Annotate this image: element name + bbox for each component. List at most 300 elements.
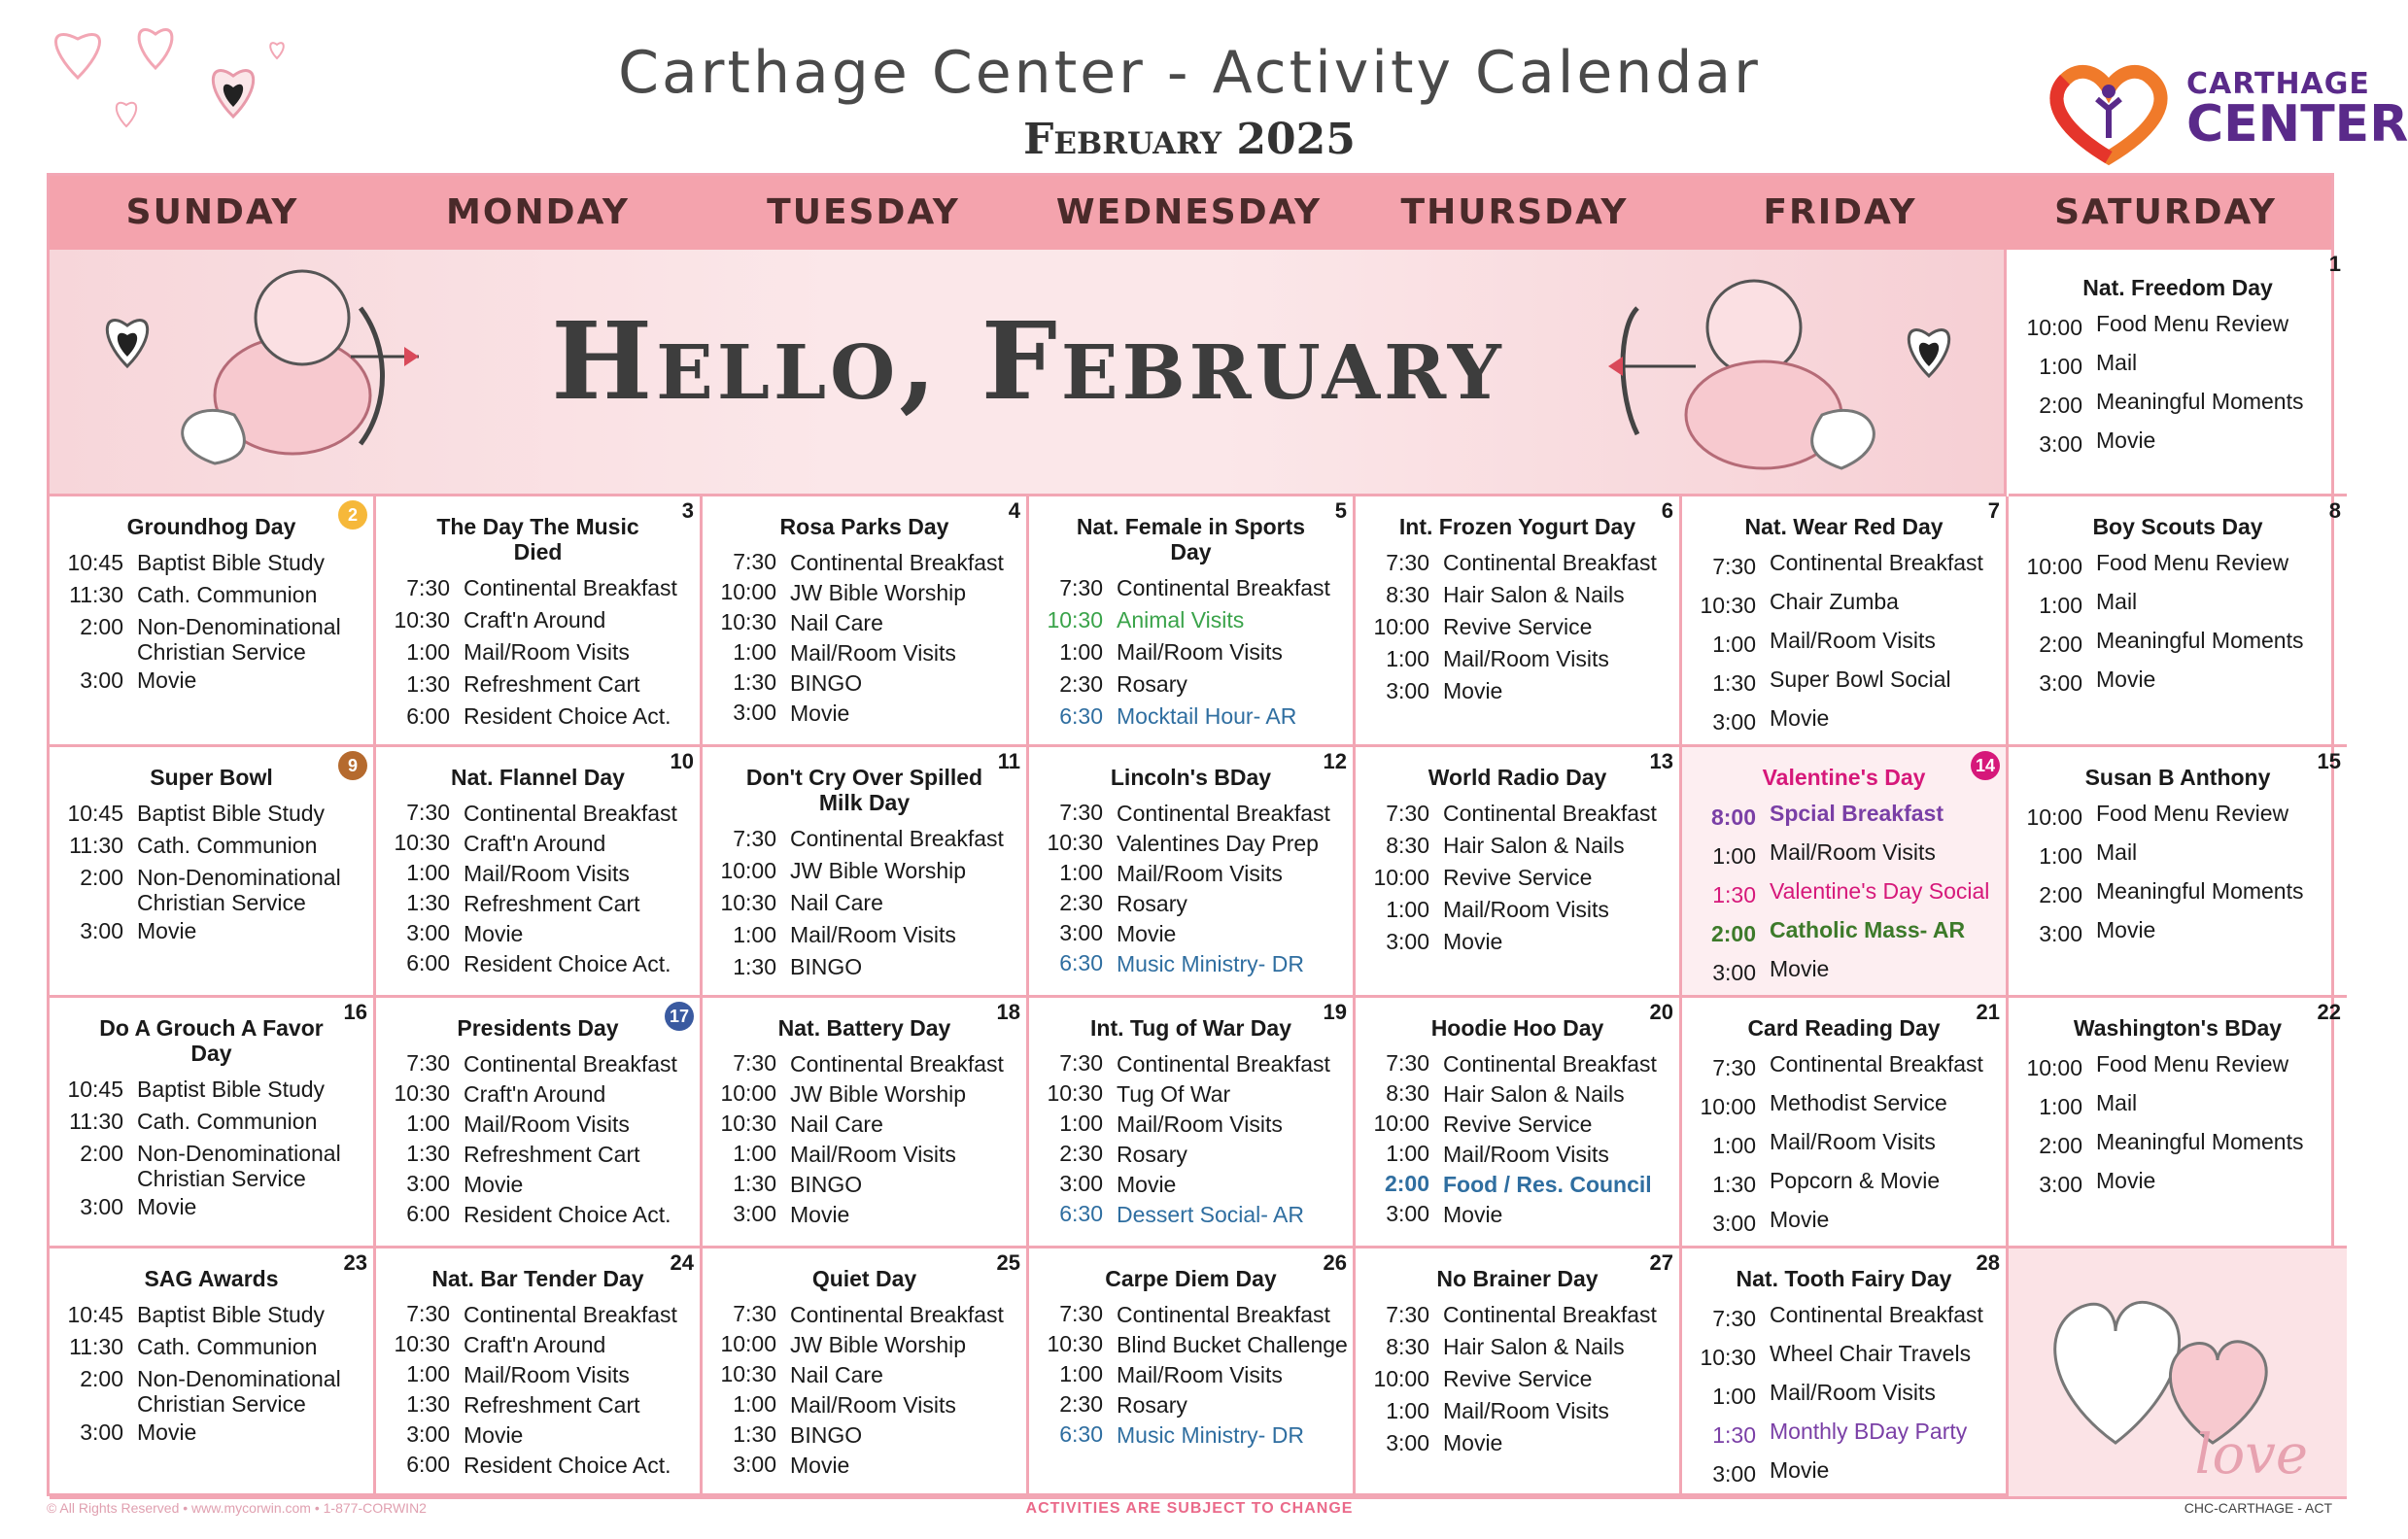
activity-time: 2:00 (2039, 882, 2082, 907)
activity-time: 11:30 (69, 1109, 123, 1134)
activity-time: 1:00 (406, 860, 450, 885)
activity-time: 7:30 (1712, 554, 1756, 579)
activity-row (703, 1329, 1026, 1359)
activity-row (50, 1299, 373, 1331)
copyright-footer: © All Rights Reserved • www.mycorwin.com • 1-877-CORWIN2 (47, 1500, 427, 1516)
activity-row (1356, 830, 1679, 862)
activity-row (1356, 926, 1679, 958)
day-number: 26 (1323, 1250, 1347, 1275)
activity-row (1682, 1165, 2006, 1204)
activity-row (1356, 675, 1679, 707)
activity-name: Continental Breakfast (464, 1302, 677, 1327)
activity-name: Food Menu Review (2096, 311, 2289, 336)
activity-row (376, 798, 700, 828)
activity-time: 1:00 (2039, 1094, 2082, 1119)
day-number: 9 (338, 751, 367, 780)
activity-row (1682, 1048, 2006, 1087)
activity-row (1356, 1048, 1679, 1078)
day-cell-8 (2009, 496, 2347, 747)
activity-row (1682, 953, 2006, 992)
activity-list (50, 1299, 373, 1449)
day-title: Int. Frozen Yogurt Day (1398, 514, 1636, 539)
day-cell-16 (50, 998, 376, 1248)
activity-row (50, 1138, 373, 1191)
activity-name: Continental Breakfast (464, 1051, 677, 1077)
activity-name: Craft'n Around (464, 1332, 606, 1357)
activity-row (1682, 1204, 2006, 1243)
day-cell-18 (703, 998, 1029, 1248)
day-cell-12 (1029, 747, 1356, 998)
activity-name: Continental Breakfast (790, 1051, 1004, 1077)
activity-time: 7:30 (1059, 1050, 1103, 1076)
activity-name: Movie (1770, 705, 1830, 731)
activity-row (1029, 1359, 1353, 1389)
activity-time: 11:30 (69, 833, 123, 858)
activity-row (376, 1389, 700, 1419)
activity-time: 3:00 (733, 700, 776, 725)
activity-time: 3:00 (80, 918, 123, 943)
day-title: Nat. Wear Red Day (1744, 514, 1944, 539)
activity-list (1682, 547, 2006, 741)
day-cell-13 (1356, 747, 1682, 998)
activity-row (703, 1419, 1026, 1450)
activity-name: Continental Breakfast (464, 801, 677, 826)
activity-time: 10:45 (67, 801, 123, 826)
activity-row (1682, 625, 2006, 664)
activity-name: JW Bible Worship (790, 1332, 967, 1357)
activity-name: Hair Salon & Nails (1443, 582, 1625, 607)
activity-name: Mail (2096, 350, 2138, 375)
activity-name: Continental Breakfast (1443, 1302, 1657, 1327)
activity-list (376, 572, 700, 733)
activity-name: Resident Choice Act. (464, 1453, 671, 1478)
activity-time: 1:30 (733, 669, 776, 695)
activity-row (1356, 1363, 1679, 1395)
day-number: 28 (1976, 1250, 2000, 1275)
activity-name: Craft'n Around (464, 831, 606, 856)
activity-list (703, 823, 1026, 983)
activity-row (1682, 664, 2006, 702)
activity-name: Food Menu Review (2096, 801, 2289, 826)
day-title: Washington's BDay (2073, 1015, 2283, 1041)
activity-row (1029, 1139, 1353, 1169)
activity-name: Movie (790, 1453, 850, 1478)
activity-name: Rosary (1117, 1392, 1187, 1418)
day-title: Nat. Female in Sports Day (1076, 514, 1306, 564)
activity-name: Mail/Room Visits (1443, 1398, 1609, 1423)
activity-row (1029, 798, 1353, 828)
activity-time: 10:30 (1047, 1080, 1103, 1106)
activity-name: Revive Service (1443, 614, 1593, 639)
day-number: 2 (338, 500, 367, 530)
activity-row (376, 1419, 700, 1450)
activity-time: 3:00 (2039, 431, 2082, 457)
day-cell-15 (2009, 747, 2347, 998)
activity-name: Nail Care (790, 890, 883, 915)
activity-name: Movie (464, 1422, 524, 1448)
activity-name: Meaningful Moments (2096, 389, 2304, 414)
activity-time: 2:00 (1710, 921, 1756, 946)
activity-name: Blind Bucket Challenge (1117, 1332, 1348, 1357)
activity-name: Resident Choice Act. (464, 1202, 671, 1227)
day-number: 20 (1649, 1000, 1673, 1024)
activity-row (50, 547, 373, 579)
activity-name: Movie (2096, 917, 2156, 942)
activity-time: 10:00 (2026, 1055, 2082, 1080)
activity-row (376, 918, 700, 948)
activity-row (1029, 636, 1353, 668)
activity-time: 2:00 (80, 614, 123, 639)
activity-name: Mail/Room Visits (1770, 1129, 1936, 1154)
day-cell-21 (1682, 998, 2009, 1248)
day-title: Valentine's Day (1762, 765, 1926, 790)
activity-row (50, 1331, 373, 1363)
day-cell-17 (376, 998, 703, 1248)
activity-time: 1:30 (406, 890, 450, 915)
activity-name: Tug Of War (1117, 1081, 1231, 1107)
activity-time: 2:00 (80, 1141, 123, 1166)
activity-list (376, 1048, 700, 1229)
activity-time: 3:00 (1712, 1461, 1756, 1487)
activity-row (1029, 1169, 1353, 1199)
day-number: 14 (1971, 751, 2000, 780)
activity-row (376, 888, 700, 918)
activity-time: 3:00 (733, 1201, 776, 1226)
day-cell-14 (1682, 747, 2009, 998)
weekday-friday: FRIDAY (1763, 192, 1917, 232)
activity-name: Movie (1770, 1207, 1830, 1232)
activity-time: 3:00 (80, 667, 123, 693)
activity-name: Nail Care (790, 610, 883, 635)
activity-name: Mail/Room Visits (1770, 1380, 1936, 1405)
activity-row (1029, 888, 1353, 918)
activity-row (703, 823, 1026, 855)
activity-name: Movie (1117, 921, 1177, 946)
activity-row (376, 1299, 700, 1329)
activity-name: Mail/Room Visits (464, 1362, 630, 1387)
activity-name: Refreshment Cart (464, 1392, 640, 1418)
day-cell-23 (50, 1248, 376, 1499)
activity-row (2009, 1165, 2347, 1204)
day-cell-25 (703, 1248, 1029, 1499)
day-number: 4 (1008, 498, 1020, 523)
activity-time: 6:00 (406, 950, 450, 975)
activity-time: 7:30 (1712, 1306, 1756, 1331)
activity-time: 10:30 (1047, 607, 1103, 633)
activity-time: 1:00 (1059, 1111, 1103, 1136)
activity-name: Popcorn & Movie (1770, 1168, 1941, 1193)
activity-name: Super Bowl Social (1770, 667, 1951, 692)
day-cell-7 (1682, 496, 2009, 747)
activity-time: 1:00 (2039, 354, 2082, 379)
activity-time: 11:30 (69, 1334, 123, 1359)
activity-row (50, 830, 373, 862)
day-cell-11 (703, 747, 1029, 998)
activity-time: 1:00 (1386, 646, 1429, 671)
activity-row (50, 862, 373, 915)
activity-name: Mail/Room Visits (1443, 897, 1609, 922)
activity-name: Animal Visits (1117, 607, 1245, 633)
activity-time: 1:00 (1059, 639, 1103, 665)
activity-name: Food Menu Review (2096, 1051, 2289, 1077)
activity-time: 10:30 (720, 1361, 776, 1386)
activity-time: 2:30 (1059, 1141, 1103, 1166)
activity-row (2009, 914, 2347, 953)
activity-name: Rosary (1117, 671, 1187, 697)
activity-time: 7:30 (1059, 1301, 1103, 1326)
activity-time: 2:30 (1059, 671, 1103, 697)
day-title: Nat. Tooth Fairy Day (1736, 1266, 1952, 1291)
activity-name: Continental Breakfast (1117, 801, 1330, 826)
activity-name: Revive Service (1443, 865, 1593, 890)
activity-name: Nail Care (790, 1362, 883, 1387)
activity-name: Spcial Breakfast (1770, 801, 1944, 826)
activity-time: 1:00 (1712, 632, 1756, 657)
activity-name: Movie (790, 1202, 850, 1227)
heart-logo-icon (2041, 60, 2177, 167)
activity-name: Continental Breakfast (1770, 1302, 1983, 1327)
activity-time: 1:00 (1712, 1384, 1756, 1409)
activity-name: Mail (2096, 589, 2138, 614)
activity-row (1029, 668, 1353, 701)
activity-name: Meaningful Moments (2096, 1129, 2304, 1154)
activity-name: Cath. Communion (137, 1334, 318, 1359)
activity-name: Baptist Bible Study (137, 1077, 326, 1102)
activity-row (376, 636, 700, 668)
day-number: 17 (665, 1002, 694, 1031)
activity-row (1682, 798, 2006, 837)
activity-list (1356, 547, 1679, 707)
activity-time: 1:30 (733, 954, 776, 979)
activity-list (2009, 308, 2347, 463)
activity-name: Hair Salon & Nails (1443, 1334, 1625, 1359)
activity-row (2009, 837, 2347, 875)
day-title: World Radio Day (1428, 765, 1607, 790)
activity-name: Meaningful Moments (2096, 628, 2304, 653)
activity-name: Rosary (1117, 891, 1187, 916)
activity-row (50, 1363, 373, 1417)
activity-time: 1:30 (406, 1141, 450, 1166)
day-number: 25 (996, 1250, 1020, 1275)
activity-row (1356, 643, 1679, 675)
activity-list (1029, 572, 1353, 733)
activity-time: 3:00 (1712, 1211, 1756, 1236)
activity-time: 3:00 (1059, 1171, 1103, 1196)
activity-row (703, 607, 1026, 637)
activity-time: 2:00 (2039, 1133, 2082, 1158)
activity-list (1356, 1299, 1679, 1459)
activity-time: 2:00 (2039, 632, 2082, 657)
activity-list (50, 798, 373, 947)
activity-name: Meaningful Moments (2096, 878, 2304, 904)
activity-row (376, 858, 700, 888)
activity-time: 3:00 (80, 1419, 123, 1445)
activity-time: 3:00 (2039, 1172, 2082, 1197)
activity-name: Movie (1443, 678, 1503, 703)
activity-time: 3:00 (733, 1452, 776, 1477)
weekday-monday: MONDAY (446, 192, 630, 232)
activity-row (2009, 425, 2347, 463)
activity-row (2009, 386, 2347, 425)
love-hearts-art-cell (2009, 1248, 2347, 1499)
activities-notice: ACTIVITIES ARE SUBJECT TO CHANGE (1025, 1500, 1354, 1517)
day-number: 6 (1661, 498, 1673, 523)
activity-name: Movie (2096, 1168, 2156, 1193)
activity-name: Movie (1443, 929, 1503, 954)
weekday-tuesday: TUESDAY (767, 192, 960, 232)
activity-row (703, 1450, 1026, 1480)
day-number: 22 (2317, 1000, 2341, 1024)
activity-time: 7:30 (406, 800, 450, 825)
activity-row (1682, 1377, 2006, 1416)
day-number: 23 (343, 1250, 367, 1275)
activity-time: 1:00 (1059, 860, 1103, 885)
activity-row (703, 1048, 1026, 1078)
activity-time: 1:00 (1386, 1141, 1429, 1166)
day-number: 24 (670, 1250, 694, 1275)
activity-name: Food Menu Review (2096, 550, 2289, 575)
activity-row (1356, 1169, 1679, 1199)
activity-name: Craft'n Around (464, 1081, 606, 1107)
activity-name: Mail/Room Visits (1443, 1142, 1609, 1167)
activity-name: Revive Service (1443, 1366, 1593, 1391)
activity-row (376, 1329, 700, 1359)
activity-name: Monthly BDay Party (1770, 1419, 1968, 1444)
day-number: 19 (1323, 1000, 1347, 1024)
activity-row (1356, 1109, 1679, 1139)
activity-list (2009, 1048, 2347, 1204)
activity-name: Mail (2096, 1090, 2138, 1115)
activity-row (703, 1389, 1026, 1419)
activity-name: Mail/Room Visits (790, 1392, 956, 1418)
activity-name: Mail/Room Visits (1117, 639, 1283, 665)
activity-time: 1:00 (406, 1361, 450, 1386)
activity-time: 1:30 (733, 1171, 776, 1196)
activity-time: 3:00 (406, 1421, 450, 1447)
logo-line-1: CARTHAGE (2186, 67, 2370, 101)
activity-name: BINGO (790, 954, 863, 979)
activity-row (1029, 572, 1353, 604)
activity-name: Refreshment Cart (464, 891, 640, 916)
activity-time: 6:30 (1059, 1201, 1103, 1226)
activity-row (1029, 858, 1353, 888)
day-cell-10 (376, 747, 703, 998)
day-cell-28 (1682, 1248, 2009, 1499)
activity-time: 6:00 (406, 1201, 450, 1226)
activity-time: 10:30 (720, 1111, 776, 1136)
day-cell-1 (2009, 250, 2347, 496)
activity-row (2009, 547, 2347, 586)
activity-name: Continental Breakfast (790, 1302, 1004, 1327)
activity-row (1029, 1109, 1353, 1139)
activity-row (703, 855, 1026, 887)
month-title: February 2025 (1023, 115, 1356, 164)
calendar-title: Carthage Center - Activity Calendar (618, 39, 1761, 107)
activity-list (1356, 798, 1679, 958)
activity-name: Revive Service (1443, 1112, 1593, 1137)
activity-time: 10:30 (1700, 593, 1756, 618)
activity-time: 6:30 (1059, 1421, 1103, 1447)
activity-time: 1:30 (406, 1391, 450, 1417)
activity-row (1029, 948, 1353, 978)
day-number: 16 (343, 1000, 367, 1024)
activity-name: Mail/Room Visits (1443, 646, 1609, 671)
activity-row (1356, 1427, 1679, 1459)
activity-name: Wheel Chair Travels (1770, 1341, 1972, 1366)
activity-row (1356, 1199, 1679, 1229)
activity-time: 3:00 (1386, 678, 1429, 703)
day-cell-2 (50, 496, 376, 747)
activity-name: Movie (1770, 956, 1830, 981)
activity-row (1029, 1299, 1353, 1329)
activity-time: 10:30 (394, 830, 450, 855)
day-number: 11 (997, 749, 1020, 773)
activity-time: 10:00 (1373, 1111, 1429, 1136)
activity-time: 1:00 (2039, 593, 2082, 618)
activity-row (376, 604, 700, 636)
activity-name: Hair Salon & Nails (1443, 1081, 1625, 1107)
activity-list (376, 798, 700, 978)
activity-name: Food / Res. Council (1443, 1172, 1652, 1197)
activity-time: 1:30 (1712, 670, 1756, 696)
activity-time: 6:30 (1059, 950, 1103, 975)
activity-name: Continental Breakfast (790, 826, 1004, 851)
activity-row (2009, 798, 2347, 837)
activity-name: Refreshment Cart (464, 671, 640, 697)
activity-row (703, 1359, 1026, 1389)
activity-name: Mail/Room Visits (790, 922, 956, 947)
love-script-text: love (2194, 1423, 2308, 1487)
activity-row (50, 1074, 373, 1106)
activity-time: 10:30 (1047, 830, 1103, 855)
day-title: Nat. Bar Tender Day (431, 1266, 644, 1291)
day-number: 21 (1976, 1000, 2000, 1024)
day-cell-27 (1356, 1248, 1682, 1499)
activity-time: 10:45 (67, 1302, 123, 1327)
activity-row (2009, 586, 2347, 625)
activity-row (1356, 1078, 1679, 1109)
activity-row (50, 611, 373, 665)
activity-row (1682, 702, 2006, 741)
weekday-header-row (50, 176, 2331, 250)
activity-name: BINGO (790, 670, 863, 696)
activity-row (376, 1450, 700, 1480)
day-cell-3 (376, 496, 703, 747)
activity-name: Continental Breakfast (1770, 550, 1983, 575)
calendar-grid (47, 173, 2341, 1496)
activity-row (703, 547, 1026, 577)
activity-name: Mail/Room Visits (790, 1142, 956, 1167)
activity-name: Baptist Bible Study (137, 550, 326, 575)
activity-time: 8:30 (1386, 833, 1429, 858)
activity-row (376, 828, 700, 858)
activity-name: Mail/Room Visits (1117, 861, 1283, 886)
activity-name: Mocktail Hour- AR (1117, 703, 1297, 729)
activity-name: Movie (137, 667, 197, 693)
activity-time: 3:00 (1386, 1430, 1429, 1455)
activity-row (376, 1048, 700, 1078)
activity-name: Catholic Mass- AR (1770, 917, 1966, 942)
activity-time: 10:00 (720, 858, 776, 883)
activity-name: Cath. Communion (137, 833, 318, 858)
activity-name: Chair Zumba (1770, 589, 1899, 614)
activity-name: Music Ministry- DR (1117, 1422, 1304, 1448)
activity-row (376, 1359, 700, 1389)
activity-name: JW Bible Worship (790, 580, 967, 605)
day-title: Rosa Parks Day (779, 514, 949, 539)
activity-list (703, 1048, 1026, 1229)
activity-time: 6:00 (406, 1452, 450, 1477)
